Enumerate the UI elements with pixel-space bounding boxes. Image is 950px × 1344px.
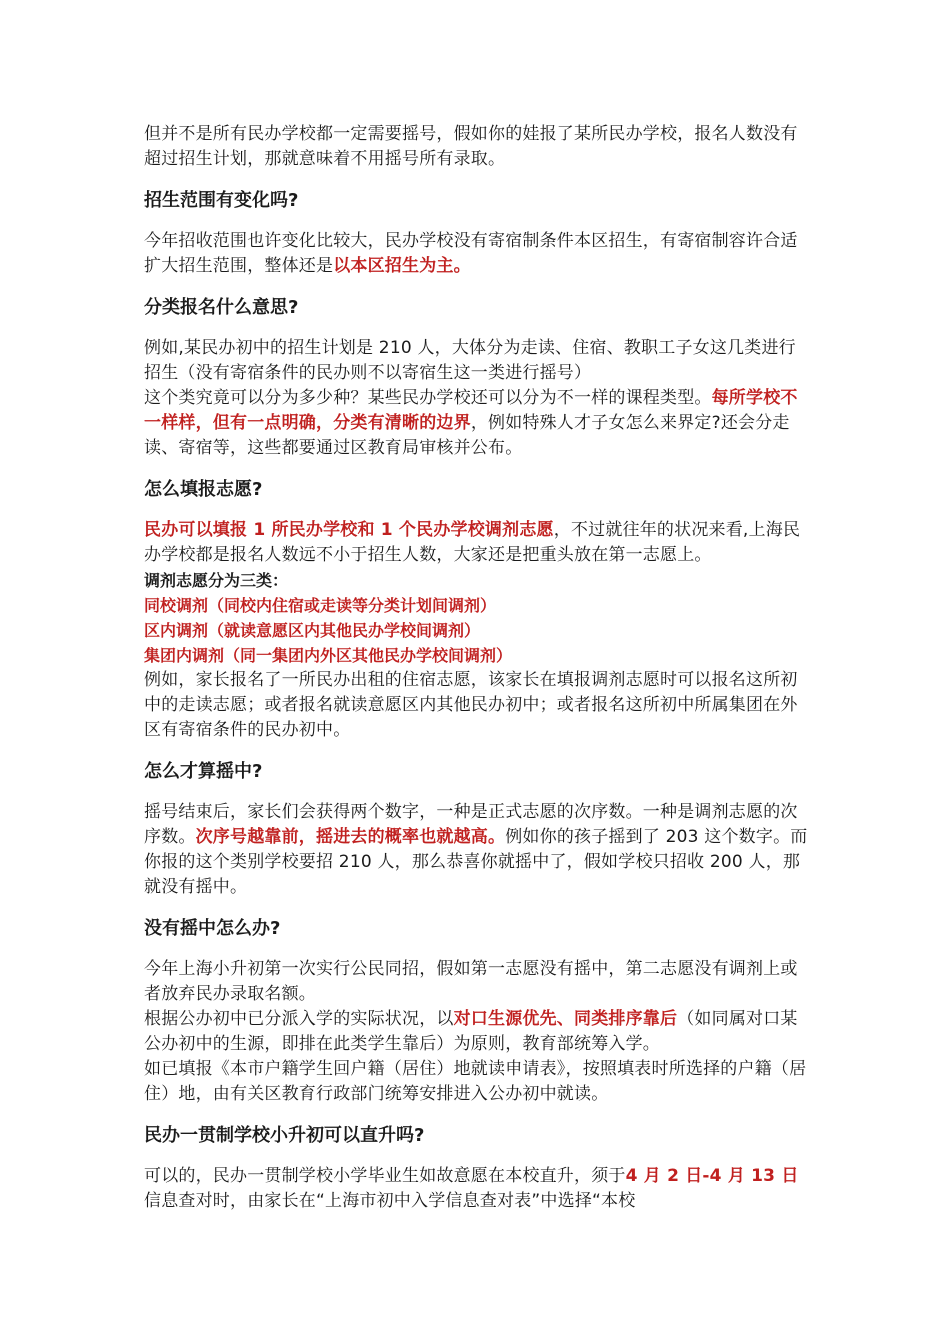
section-heading: 没有摇中怎么办? xyxy=(144,918,281,939)
paragraph-text: ，例如特殊人才子女怎么来界定?还会分走读、寄宿等，这些都要通过区教育局审核并公布。 xyxy=(144,413,790,458)
highlight-text: 民办可以填报 1 所民办学校和 1 个民办学校调剂志愿 xyxy=(144,520,554,540)
highlight-text: 对口生源优先、同类排序靠后 xyxy=(453,1009,678,1029)
paragraph-text: 摇号结束后，家长们会获得两个数字，一种是正式志愿的次序数。一种是调剂志愿的次序数。 xyxy=(144,802,798,847)
highlight-text: 以本区招生为主。 xyxy=(333,256,471,276)
list-item: 区内调剂（就读意愿区内其他民办学校间调剂） xyxy=(144,621,481,640)
paragraph xyxy=(144,229,810,279)
section-heading: 分类报名什么意思? xyxy=(144,297,299,318)
list-item: 同校调剂（同校内住宿或走读等分类计划间调剂） xyxy=(144,596,497,615)
paragraph xyxy=(144,518,810,568)
paragraph xyxy=(144,957,810,1007)
paragraph xyxy=(144,1057,810,1107)
paragraph xyxy=(144,800,810,900)
paragraph-text: 例如你的孩子摇到了 203 这个数字。而你报的这个类别学校要招 210 人，那么恭喜你就摇中了，假如学校只招收 200 人，那就没有摇中。 xyxy=(144,827,808,897)
highlight-text: 次序号越靠前，摇进去的概率也就越高。 xyxy=(195,827,506,847)
paragraph-text: 信息查对时，由家长在“上海市初中入学信息查对表”中选择“本校 xyxy=(144,1191,636,1211)
highlight-text: 每所学校不一样样，但有一点明确，分类有清晰的边界 xyxy=(144,388,798,433)
section-heading: 怎么填报志愿? xyxy=(144,479,263,500)
document-page xyxy=(144,122,810,1214)
paragraph-text: 可以的，民办一贯制学校小学毕业生如故意愿在本校直升，须于 xyxy=(144,1166,626,1186)
paragraph-text: ，不过就往年的状况来看,上海民办学校都是报名人数远不小于招生人数，大家还是把重头放在第一志愿上。 xyxy=(144,520,801,565)
paragraph xyxy=(144,122,810,172)
paragraph xyxy=(144,386,810,461)
paragraph-text: 根据公办初中已分派入学的实际状况，以 xyxy=(144,1009,454,1029)
paragraph-text: 今年招收范围也许变化比较大，民办学校没有寄宿制条件本区招生，有寄宿制容许合适扩大招生范围，整体还是 xyxy=(144,231,798,276)
list-item: 集团内调剂（同一集团内外区其他民办学校间调剂） xyxy=(144,646,513,665)
section-heading: 招生范围有变化吗? xyxy=(144,190,299,211)
paragraph-text: 例如,某民办初中的招生计划是 210 人，大体分为走读、住宿、教职工子女这几类进行招生（没有寄宿条件的民办则不以寄宿生这一类进行摇号） xyxy=(144,338,796,383)
paragraph-text: 但并不是所有民办学校都一定需要摇号，假如你的娃报了某所民办学校，报名人数没有超过招生计划，那就意味着不用摇号所有录取。 xyxy=(144,124,798,169)
paragraph xyxy=(144,336,810,386)
paragraph-text: 这个类究竟可以分为多少种？某些民办学校还可以分为不一样的课程类型。 xyxy=(144,388,712,408)
paragraph-text: 例如，家长报名了一所民办出租的住宿志愿，该家长在填报调剂志愿时可以报名这所初中的走读志愿；或者报名就读意愿区内其他民办初中；或者报名这所初中所属集团在外区有寄宿条件的民办初中。 xyxy=(144,670,798,740)
sub-heading: 调剂志愿分为三类： xyxy=(144,571,289,590)
highlight-text: 4 月 2 日-4 月 13 日 xyxy=(625,1166,799,1186)
paragraph-text: 如已填报《本市户籍学生回户籍（居住）地就读申请表》，按照填表时所选择的户籍（居住）地，由有关区教育行政部门统筹安排进入公办初中就读。 xyxy=(144,1059,807,1104)
paragraph-text: （如同属对口某公办初中的生源，即排在此类学生靠后）为原则，教育部统筹入学。 xyxy=(144,1009,798,1054)
section-heading: 民办一贯制学校小升初可以直升吗? xyxy=(144,1125,425,1146)
paragraph xyxy=(144,1007,810,1057)
paragraph xyxy=(144,668,810,743)
paragraph-text: 今年上海小升初第一次实行公民同招，假如第一志愿没有摇中，第二志愿没有调剂上或者放弃民办录取名额。 xyxy=(144,959,798,1004)
paragraph xyxy=(144,1164,810,1214)
section-heading: 怎么才算摇中? xyxy=(144,761,263,782)
